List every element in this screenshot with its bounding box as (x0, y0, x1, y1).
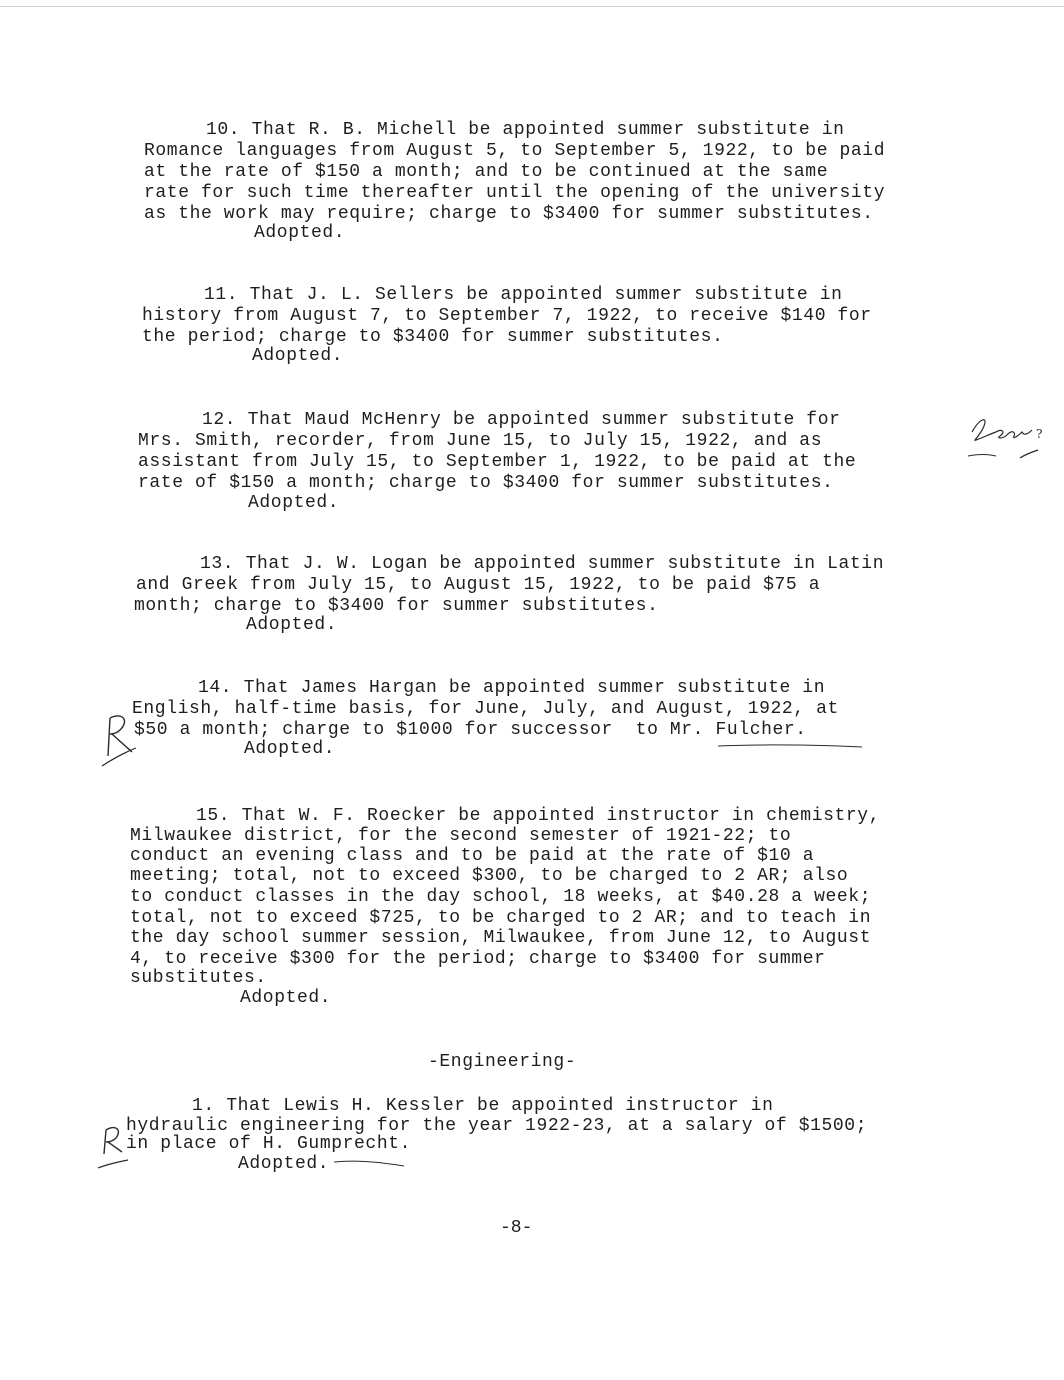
item-line: hydraulic engineering for the year 1922-23, at a salary of $1500; (126, 1116, 868, 1136)
item-line: at the rate of $150 a month; and to be continued at the same (144, 162, 829, 182)
handwritten-leave-note (962, 410, 1052, 470)
adopted-label: Adopted. (246, 615, 338, 635)
item-line: 11. That J. L. Sellers be appointed summer substitute in (204, 285, 843, 305)
item-line: 4, to receive $300 for the period; charge to $3400 for summer (130, 949, 826, 969)
adopted-label: Adopted. (248, 493, 340, 513)
item-line: 13. That J. W. Logan be appointed summer substitute in Latin (200, 554, 885, 574)
item-line: substitutes. (130, 968, 267, 988)
item-line: Mrs. Smith, recorder, from June 15, to July 15, 1922, and as (138, 431, 823, 451)
item-line: Romance languages from August 5, to September 5, 1922, to be paid (144, 141, 886, 161)
item-line: 1. That Lewis H. Kessler be appointed instructor in (192, 1096, 774, 1116)
item-line: history from August 7, to September 7, 1922, to receive $140 for (142, 306, 872, 326)
page-number: -8- (500, 1218, 533, 1238)
item-line: rate of $150 a month; charge to $3400 for summer substitutes. (138, 473, 834, 493)
item-line: the period; charge to $3400 for summer substitutes. (142, 327, 724, 347)
item-line: and Greek from July 15, to August 15, 1922, to be paid $75 a (136, 575, 821, 595)
item-line: 10. That R. B. Michell be appointed summer substitute in (206, 120, 845, 140)
item-line: the day school summer session, Milwaukee, from June 12, to August (130, 928, 872, 948)
svg-text:?: ? (1036, 427, 1043, 441)
adopted-label: Adopted. (240, 988, 332, 1008)
item-line: conduct an evening class and to be paid at the rate of $10 a (130, 846, 815, 866)
item-line: month; charge to $3400 for summer substitutes. (134, 596, 659, 616)
item-line: total, not to exceed $725, to be charged to 2 AR; and to teach in (130, 908, 872, 928)
handwritten-underline (716, 742, 866, 750)
item-line: assistant from July 15, to September 1, 1922, to be paid at the (138, 452, 857, 472)
item-line: Milwaukee district, for the second semester of 1921-22; to (130, 826, 792, 846)
item-line: as the work may require; charge to $3400 for summer substitutes. (144, 204, 874, 224)
item-line: English, half-time basis, for June, July, and August, 1922, at (132, 699, 839, 719)
item-line: 15. That W. F. Roecker be appointed instructor in chemistry, (196, 806, 881, 826)
item-line: 12. That Maud McHenry be appointed summer substitute for (202, 410, 841, 430)
adopted-label: Adopted. (238, 1154, 330, 1174)
adopted-label: Adopted. (252, 346, 344, 366)
handwritten-r-mark-1 (96, 710, 148, 772)
item-line: in place of H. Gumprecht. (126, 1134, 412, 1154)
item-line: 14. That James Hargan be appointed summer substitute in (198, 678, 826, 698)
adopted-label: Adopted. (254, 223, 346, 243)
scan-edge-line (0, 6, 1064, 7)
handwritten-r-mark-2 (94, 1120, 140, 1174)
item-line: meeting; total, not to exceed $300, to be charged to 2 AR; also (130, 866, 849, 886)
adopted-label: Adopted. (244, 739, 336, 759)
item-line: rate for such time thereafter until the opening of the university (144, 183, 886, 203)
item-line: to conduct classes in the day school, 18 weeks, at $40.28 a week; (130, 887, 872, 907)
section-heading: -Engineering- (428, 1052, 577, 1072)
item-line: $50 a month; charge to $1000 for successor to Mr. Fulcher. (134, 720, 807, 740)
handwritten-underline (330, 1158, 410, 1170)
